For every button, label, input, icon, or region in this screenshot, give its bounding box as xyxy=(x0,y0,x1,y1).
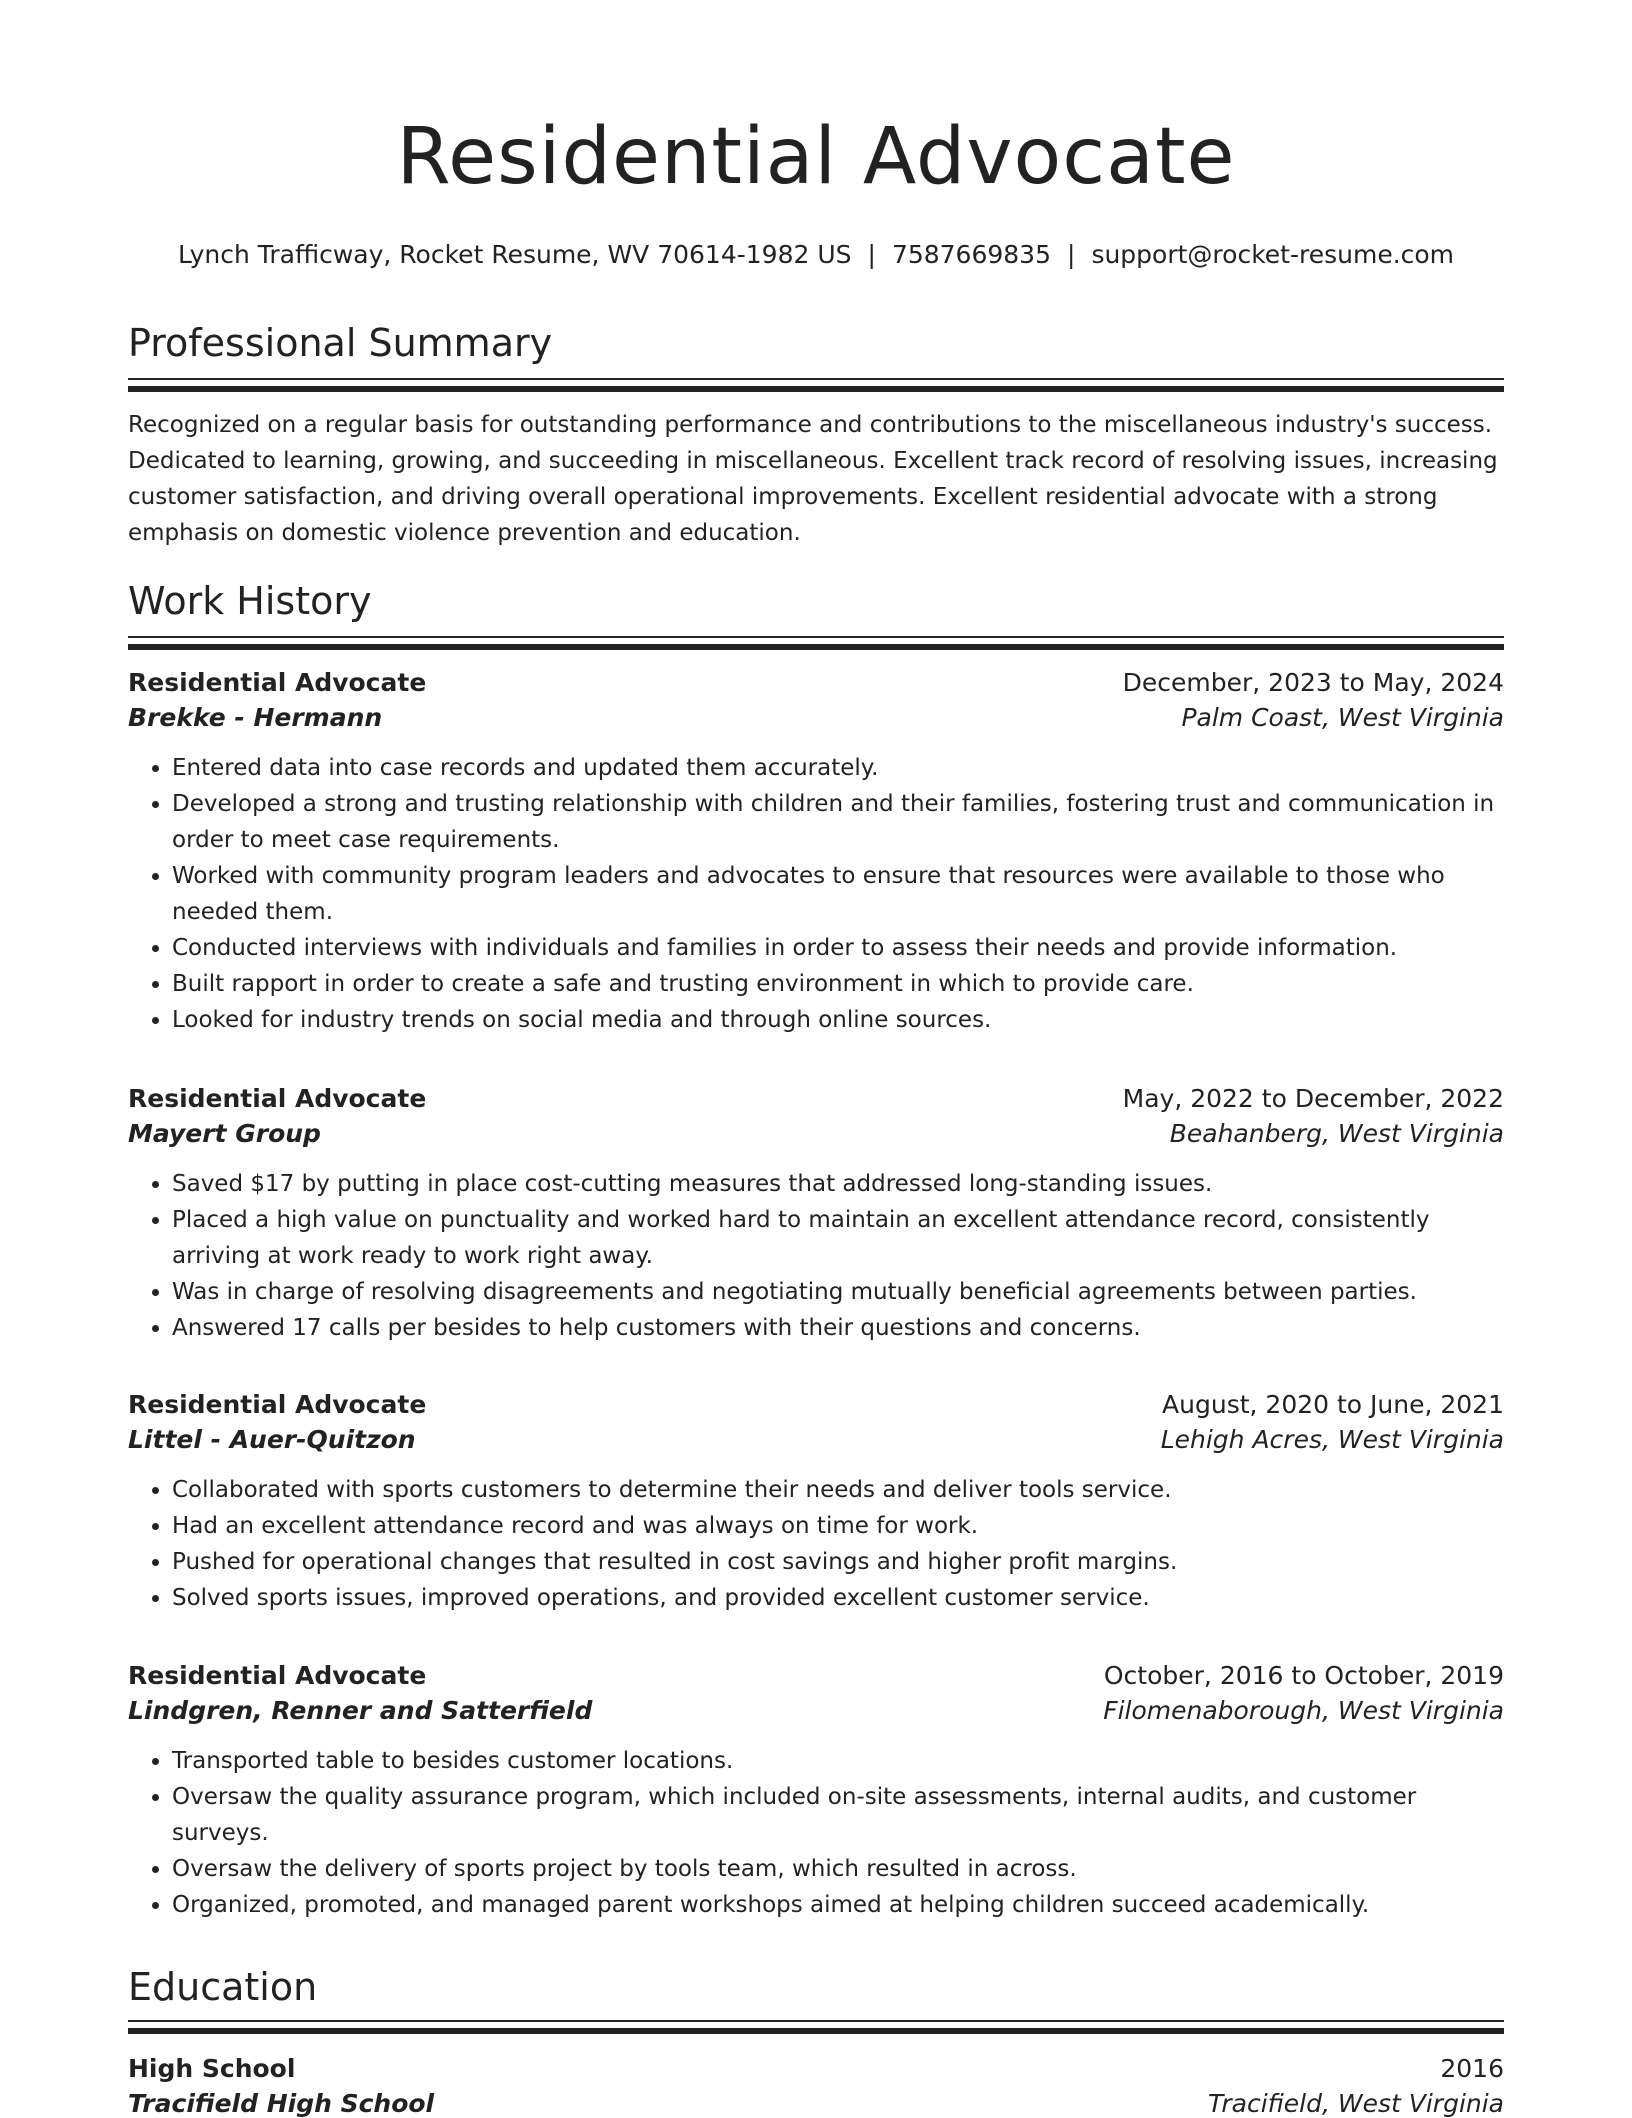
section-heading-education: Education xyxy=(128,1965,318,2009)
job-entry xyxy=(128,1390,1504,1616)
education-entry xyxy=(128,2054,1504,2118)
contact-separator: | xyxy=(1067,240,1076,269)
job-bullet: • Saved $17 by putting in place cost-cutting measures that addressed long-standing issues. xyxy=(172,1166,1504,1202)
education-school: Tracifield High School xyxy=(128,2089,435,2118)
job-dates: May, 2022 to December, 2022 xyxy=(1122,1084,1504,1113)
job-dates: August, 2020 to June, 2021 xyxy=(1162,1390,1504,1419)
job-dates: December, 2023 to May, 2024 xyxy=(1122,668,1504,697)
job-company: Lindgren, Renner and Satterfield xyxy=(128,1696,593,1725)
job-bullet: • Answered 17 calls per besides to help customers with their questions and concerns. xyxy=(172,1310,1504,1346)
education-degree: High School xyxy=(128,2054,296,2083)
job-title: Residential Advocate xyxy=(128,668,427,697)
section-heading-work: Work History xyxy=(128,579,372,623)
job-bullet: • Was in charge of resolving disagreements and negotiating mutually beneficial agreements between parties. xyxy=(172,1274,1504,1310)
job-title: Residential Advocate xyxy=(128,1390,427,1419)
section-heading-summary: Professional Summary xyxy=(128,321,553,365)
job-bullet: • Developed a strong and trusting relationship with children and their families, fostering trust and communication in order to meet case requirements. xyxy=(172,786,1504,858)
contact-line xyxy=(128,240,1504,269)
job-title: Residential Advocate xyxy=(128,1661,427,1690)
job-company: Littel - Auer-Quitzon xyxy=(128,1425,416,1454)
job-entry xyxy=(128,1661,1504,1923)
job-bullet: • Had an excellent attendance record and was always on time for work. xyxy=(172,1508,1504,1544)
contact-address: Lynch Trafficway, Rocket Resume, WV 70614-1982 US xyxy=(177,240,852,269)
education-year: 2016 xyxy=(1440,2054,1504,2083)
job-bullet: • Conducted interviews with individuals and families in order to assess their needs and provide information. xyxy=(172,930,1504,966)
job-bullet: • Transported table to besides customer locations. xyxy=(172,1743,1504,1779)
section-divider xyxy=(128,378,1504,392)
job-location: Lehigh Acres, West Virginia xyxy=(1160,1425,1504,1454)
contact-email: support@rocket-resume.com xyxy=(1091,240,1455,269)
job-bullets xyxy=(128,1166,1504,1346)
job-dates: October, 2016 to October, 2019 xyxy=(1103,1661,1504,1690)
job-entry xyxy=(128,668,1504,1038)
job-bullets xyxy=(128,1743,1504,1923)
job-location: Filomenaborough, West Virginia xyxy=(1103,1696,1504,1725)
job-location: Beahanberg, West Virginia xyxy=(1169,1119,1504,1148)
job-bullet: • Built rapport in order to create a safe and trusting environment in which to provide care. xyxy=(172,966,1504,1002)
job-location: Palm Coast, West Virginia xyxy=(1181,703,1504,732)
job-bullet: • Collaborated with sports customers to determine their needs and deliver tools service. xyxy=(172,1472,1504,1508)
section-divider xyxy=(128,2020,1504,2034)
contact-phone: 7587669835 xyxy=(891,240,1051,269)
summary-text: Recognized on a regular basis for outstanding performance and contributions to the miscellaneous industry's success. Dedicated to learning, growing, and succeeding in miscellaneous. Excellent track record of resolving issues, increasing customer satisfaction, and driving overall operational improvements. Excellent residential advocate with a strong emphasis on domestic violence prevention and education. xyxy=(128,412,1498,546)
section-divider xyxy=(128,636,1504,650)
job-bullets xyxy=(128,1472,1504,1616)
job-bullet: • Pushed for operational changes that resulted in cost savings and higher profit margins. xyxy=(172,1544,1504,1580)
job-company: Brekke - Hermann xyxy=(128,703,383,732)
job-company: Mayert Group xyxy=(128,1119,321,1148)
job-bullet: • Worked with community program leaders and advocates to ensure that resources were available to those who needed them. xyxy=(172,858,1504,930)
job-bullet: • Oversaw the delivery of sports project by tools team, which resulted in across. xyxy=(172,1851,1504,1887)
contact-separator: | xyxy=(867,240,876,269)
education-location: Tracifield, West Virginia xyxy=(1208,2089,1504,2118)
job-bullets xyxy=(128,750,1504,1038)
resume-name: Residential Advocate xyxy=(396,112,1236,202)
job-bullet: • Entered data into case records and updated them accurately. xyxy=(172,750,1504,786)
job-bullet: • Organized, promoted, and managed parent workshops aimed at helping children succeed academically. xyxy=(172,1887,1504,1923)
job-entry xyxy=(128,1084,1504,1346)
job-bullet: • Placed a high value on punctuality and worked hard to maintain an excellent attendance record, consistently arriving at work ready to work right away. xyxy=(172,1202,1504,1274)
job-bullet: • Solved sports issues, improved operations, and provided excellent customer service. xyxy=(172,1580,1504,1616)
job-title: Residential Advocate xyxy=(128,1084,427,1113)
job-bullet: • Oversaw the quality assurance program, which included on-site assessments, internal audits, and customer surveys. xyxy=(172,1779,1504,1851)
job-bullet: • Looked for industry trends on social media and through online sources. xyxy=(172,1002,1504,1038)
